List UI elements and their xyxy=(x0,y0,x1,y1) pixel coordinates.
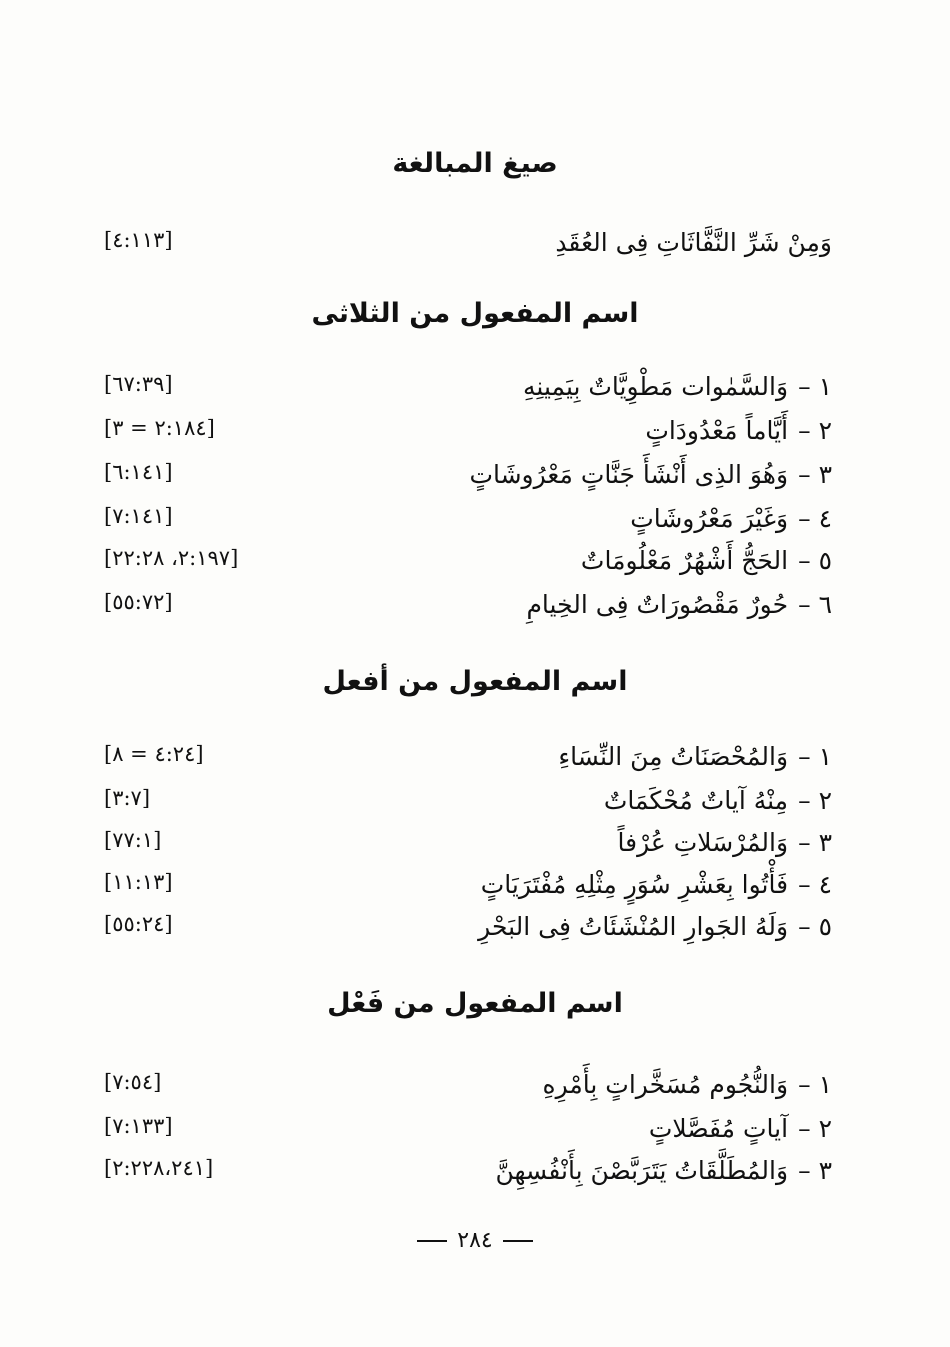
list-item xyxy=(0,786,950,826)
item-number: ٤ xyxy=(818,870,832,899)
verse-ref: [٧٧:١] xyxy=(104,828,162,852)
item-dash: – xyxy=(798,460,811,489)
verse-ref: [٧:٥٤] xyxy=(104,1070,162,1094)
item-dash: – xyxy=(798,546,811,575)
list-item xyxy=(0,742,950,782)
item-number: ٣ xyxy=(818,828,832,857)
page-footer xyxy=(0,1228,950,1253)
section-heading-fal: اسم المفعول من فَعْل xyxy=(327,988,623,1019)
item-dash: – xyxy=(798,786,811,815)
list-item xyxy=(0,546,950,586)
item-number: ٣ xyxy=(818,460,832,489)
verse-text: حُورٌ مَقْصُورَاتٌ فِى الخِيامِ xyxy=(526,590,789,619)
list-item xyxy=(0,870,950,910)
intro-verse: وَمِنْ شَرِّ النَّفَّاثَاتِ فِى العُقَدِ xyxy=(555,228,832,257)
item-dash: – xyxy=(798,1070,811,1099)
page-number: ٢٨٤ xyxy=(457,1228,493,1253)
item-number: ٢ xyxy=(818,416,832,445)
verse-text: مِنْهُ آياتٌ مُحْكَمَاتٌ xyxy=(603,786,789,815)
verse-ref: [٤:٢٤ = ٨] xyxy=(104,742,204,766)
list-item xyxy=(0,912,950,952)
verse-text: وَغَيْرَ مَعْرُوشَاتٍ xyxy=(630,504,789,533)
item-number: ٥ xyxy=(818,546,832,575)
item-dash: – xyxy=(798,912,811,941)
item-dash: – xyxy=(798,504,811,533)
list-item xyxy=(0,460,950,500)
item-dash: – xyxy=(798,1114,811,1143)
item-dash: – xyxy=(798,828,811,857)
verse-text: الحَجُّ أَشْهُرٌ مَعْلُومَاتٌ xyxy=(580,546,789,575)
verse-text: فَأْتُوا بِعَشْرِ سُوَرٍ مِثْلِهِ مُفْتَرَيَاتٍ xyxy=(480,870,789,899)
list-item xyxy=(0,590,950,630)
verse-text: وَالمُطَلَّقَاتُ يَتَرَبَّصْنَ بِأَنْفُسِهِنَّ xyxy=(495,1156,789,1185)
verse-text: وَلَهُ الجَوارِ المُنْشَئَاتُ فِى البَحْرِ xyxy=(478,912,789,941)
item-dash: – xyxy=(798,416,811,445)
verse-text: وَهُوَ الذِى أَنْشَأَ جَنَّاتٍ مَعْرُوشَاتٍ xyxy=(469,460,789,489)
intro-ref: [٤:١١٣] xyxy=(104,228,173,252)
item-number: ١ xyxy=(818,1070,832,1099)
footer-rule xyxy=(417,1240,447,1242)
list-item xyxy=(0,1070,950,1110)
item-dash: – xyxy=(798,372,811,401)
verse-ref: [٢:١٨٤ = ٣] xyxy=(104,416,215,440)
list-item xyxy=(0,828,950,868)
item-number: ٢ xyxy=(818,1114,832,1143)
verse-text: وَالمُرْسَلاتِ عُرْفاً xyxy=(617,828,789,857)
item-number: ٥ xyxy=(818,912,832,941)
verse-ref: [٣:٧] xyxy=(104,786,151,810)
item-number: ٢ xyxy=(818,786,832,815)
verse-text: أَيَّاماً مَعْدُودَاتٍ xyxy=(645,416,789,445)
footer-rule xyxy=(503,1240,533,1242)
item-number: ٦ xyxy=(818,590,832,619)
verse-ref: [٦:١٤١] xyxy=(104,460,173,484)
verse-text: وَالمُحْصَنَاتُ مِنَ النِّسَاءِ xyxy=(558,742,789,771)
verse-ref: [٥٥:٢٤] xyxy=(104,912,173,936)
item-number: ٣ xyxy=(818,1156,832,1185)
section-heading-afal: اسم المفعول من أفعل xyxy=(322,666,628,697)
item-dash: – xyxy=(798,590,811,619)
verse-text: وَالسَّمٰوات مَطْوِيَّاتٌ بِيَمِينِهِ xyxy=(523,372,789,401)
item-number: ١ xyxy=(818,742,832,771)
verse-ref: [٢:١٩٧، ٢٢:٢٨] xyxy=(104,546,239,570)
verse-ref: [٥٥:٧٢] xyxy=(104,590,173,614)
item-number: ٤ xyxy=(818,504,832,533)
intro-verse-row xyxy=(0,228,950,268)
list-item xyxy=(0,1114,950,1154)
verse-text: آياتٍ مُفَصَّلاتٍ xyxy=(648,1114,789,1143)
verse-text: وَالنُّجُوم مُسَخَّراتٍ بِأَمْرِهِ xyxy=(542,1070,789,1099)
list-item xyxy=(0,504,950,544)
verse-ref: [١١:١٣] xyxy=(104,870,173,894)
verse-ref: [٧:١٣٣] xyxy=(104,1114,173,1138)
page-title: صيغ المبالغة xyxy=(392,148,558,179)
verse-ref: [٢:٢٢٨،٢٤١] xyxy=(104,1156,214,1180)
list-item xyxy=(0,372,950,412)
item-dash: – xyxy=(798,1156,811,1185)
item-dash: – xyxy=(798,870,811,899)
item-dash: – xyxy=(798,742,811,771)
section-heading-thulathi: اسم المفعول من الثلاثى xyxy=(311,298,639,329)
list-item xyxy=(0,416,950,456)
item-number: ١ xyxy=(818,372,832,401)
verse-ref: [٦٧:٣٩] xyxy=(104,372,173,396)
list-item xyxy=(0,1156,950,1196)
verse-ref: [٧:١٤١] xyxy=(104,504,173,528)
